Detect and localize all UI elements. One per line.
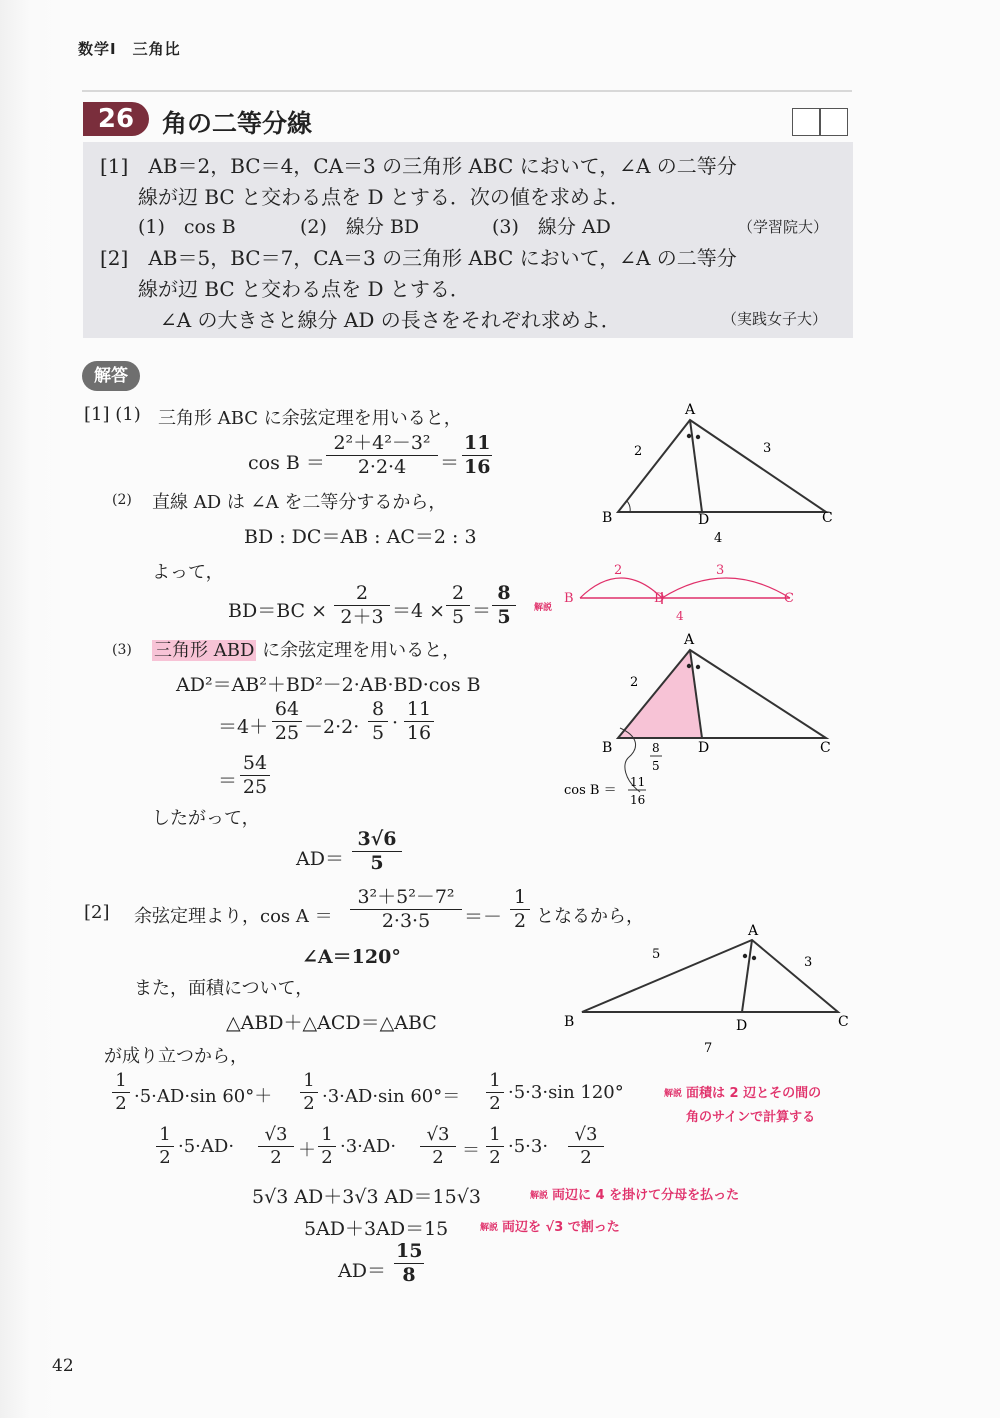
eq2-half-3 xyxy=(486,1126,504,1167)
check-box-1[interactable] xyxy=(792,108,820,136)
figure-segment xyxy=(558,556,808,626)
tri3-label-b: B xyxy=(564,1014,575,1030)
sol2-fraction2-den: 5 xyxy=(451,606,465,628)
sol3-l2-frac2 xyxy=(368,700,388,743)
eq2-a: ·5·AD· xyxy=(178,1136,235,1157)
sol1-result-den: 16 xyxy=(464,456,491,478)
sol2-label: (2) xyxy=(112,492,132,508)
sol3-l2-a: ＝4＋ xyxy=(218,716,269,738)
tri1-side-ac: 3 xyxy=(763,441,772,456)
eq2-sqrt3-1-den: 2 xyxy=(270,1147,282,1168)
sol-p2-result-den: 2 xyxy=(513,910,527,932)
sol3-l2-frac2-num: 8 xyxy=(368,700,388,722)
sol3-highlight: 三角形 ABD xyxy=(154,640,255,661)
eq1-half-1-den: 2 xyxy=(115,1093,127,1114)
eq5-num: 15 xyxy=(396,1240,423,1262)
sol3-l2-frac1-num: 64 xyxy=(272,700,302,722)
eq2-half-1-den: 2 xyxy=(159,1147,171,1168)
note-icon-1: 解説 xyxy=(534,603,553,613)
eq2-half-1 xyxy=(156,1126,174,1167)
tri1-label-a: A xyxy=(685,402,696,418)
eq2-sqrt3-3 xyxy=(568,1126,604,1167)
tri2-side-ab: 2 xyxy=(630,675,639,690)
sol2-result-den: 5 xyxy=(497,606,511,628)
answer-badge: 解答 xyxy=(82,361,140,391)
problem2-line2: 線が辺 BC と交わる点を D とする． xyxy=(138,277,470,301)
note-icon-4: 解説 xyxy=(480,1223,499,1233)
sol3-l2-b: －2·2· xyxy=(304,716,360,738)
sol1-text: 三角形 ABC に余弦定理を用いると， xyxy=(158,408,462,429)
tri3-outline xyxy=(582,940,838,1012)
problem-title: 角の二等分線 xyxy=(162,109,313,138)
eq2-sqrt3-1 xyxy=(258,1126,294,1167)
problem2-line1: [2] AB＝5，BC＝7，CA＝3 の三角形 ABC において，∠A の二等分 xyxy=(100,246,737,270)
problem1-line1: [1] AB＝2，BC＝4，CA＝3 の三角形 ABC において，∠A の二等分 xyxy=(100,154,737,178)
sol3-ad-result xyxy=(352,830,402,873)
sol3-l2-frac3-num: 11 xyxy=(404,700,434,722)
eq2-half-2-num: 1 xyxy=(318,1126,336,1147)
sol-p2-area-intro: また，面積について， xyxy=(134,978,314,999)
eq1-half-2-den: 2 xyxy=(303,1093,315,1114)
problem1-line2: 線が辺 BC と交わる点を D とする．次の値を求めよ． xyxy=(138,185,630,209)
seg-arc-bd xyxy=(580,578,662,598)
eq2-half-2 xyxy=(318,1126,336,1167)
eq2-sqrt3-1-num: √3 xyxy=(258,1126,294,1147)
sol2-ratio: BD : DC＝AB : AC＝2 : 3 xyxy=(244,526,477,548)
eq1-a: ·5·AD·sin 60°＋ xyxy=(134,1086,273,1107)
eq2-half-1-num: 1 xyxy=(156,1126,174,1147)
sol-p2-den: 2·3·5 xyxy=(381,910,431,932)
tri1-angle-dot-2 xyxy=(696,435,700,439)
seg-label-c: C xyxy=(784,591,794,606)
sol-p2-equals: ＝－ xyxy=(464,906,503,928)
tri3-label-a: A xyxy=(748,923,759,939)
eq2-half-3-num: 1 xyxy=(486,1126,504,1147)
eq1-half-2 xyxy=(300,1072,318,1113)
tri2-shade-abd xyxy=(618,650,702,738)
sol2-result-num: 8 xyxy=(492,584,516,606)
sol2-fraction1-num: 2 xyxy=(334,584,390,606)
sol-p2-area-eq: △ABD＋△ACD＝△ABC xyxy=(226,1012,437,1034)
tri3-bisector xyxy=(742,940,752,1012)
eq5-den: 8 xyxy=(402,1264,416,1286)
sol1-lhs: cos B ＝ xyxy=(248,452,325,474)
sol2-thus: よって， xyxy=(152,562,224,583)
eq1-half-3 xyxy=(486,1072,504,1113)
tri3-side-ac: 3 xyxy=(804,955,813,970)
sol1-numerator: 2²＋4²－3² xyxy=(326,434,438,456)
sol3-l3-frac xyxy=(240,754,270,797)
sol-p2-num: 3²＋5²－7² xyxy=(350,888,462,910)
page-number: 42 xyxy=(52,1356,74,1376)
sol-p2-tail: となるから， xyxy=(536,906,644,927)
tri1-bisector xyxy=(690,420,702,512)
problem1-question1: (1) cos B xyxy=(138,216,236,238)
eq1-half-1 xyxy=(112,1072,130,1113)
seg-label-b: B xyxy=(564,591,574,606)
note-div-sqrt3: 両辺を √3 で割った xyxy=(502,1220,620,1235)
tri3-label-c: C xyxy=(838,1014,849,1030)
tri2-angle-dot-1 xyxy=(687,664,691,668)
tri2-bd-den: 5 xyxy=(652,759,660,773)
sol1-result-num: 11 xyxy=(464,432,491,454)
sol3-label: (3) xyxy=(112,642,132,658)
sol2-fraction2 xyxy=(446,584,470,627)
tri1-angle-b-arc xyxy=(627,501,630,512)
eq3: 5√3 AD＋3√3 AD＝15√3 xyxy=(252,1186,481,1208)
sol3-ad-lhs: AD＝ xyxy=(296,848,344,870)
sol3-l2-c: · xyxy=(392,712,399,734)
problem1-source: （学習院大） xyxy=(738,218,829,236)
sol-p2-result-num: 1 xyxy=(510,888,530,910)
tri1-side-bc: 4 xyxy=(714,531,723,546)
sol2-equals: ＝ xyxy=(472,600,492,622)
sol2-mid: ＝4 × xyxy=(392,600,446,622)
sol1-denominator: 2·2·4 xyxy=(357,456,407,478)
tri2-bd-num: 8 xyxy=(652,741,660,755)
tri3-side-ab: 5 xyxy=(652,947,661,962)
note-area-2: 角のサインで計算する xyxy=(686,1110,816,1125)
eq2-e: ·5·3· xyxy=(508,1136,549,1157)
eq2-d: ＝ xyxy=(462,1140,480,1161)
tri1-label-b: B xyxy=(602,510,613,526)
tri3-side-bc: 7 xyxy=(704,1041,713,1056)
eq2-sqrt3-2 xyxy=(420,1126,456,1167)
eq2-sqrt3-2-den: 2 xyxy=(432,1147,444,1168)
problem-number-badge: 26 xyxy=(83,102,149,136)
tri1-outline xyxy=(618,420,826,512)
figure-triangle-3 xyxy=(556,922,856,1062)
problem1-question3: (3) 線分 AD xyxy=(492,216,611,238)
seg-arc-dc xyxy=(662,578,790,598)
sol3-ad-num: 3√6 xyxy=(352,830,402,852)
eq1-half-1-num: 1 xyxy=(112,1072,130,1093)
note-mult4: 両辺に 4 を掛けて分母を払った xyxy=(552,1188,740,1203)
eq2-sqrt3-2-num: √3 xyxy=(420,1126,456,1147)
sol-p2-holds: が成り立つから， xyxy=(104,1046,248,1067)
eq5-result xyxy=(394,1242,424,1285)
tri2-label-c: C xyxy=(820,740,831,756)
note-icon-2: 解説 xyxy=(664,1089,683,1099)
sol3-l3-a: ＝ xyxy=(218,770,238,792)
problem1-question2: (2) 線分 BD xyxy=(300,216,420,238)
sol-p2-fraction xyxy=(350,888,462,931)
sol3-l3-den: 25 xyxy=(242,776,268,798)
eq2-half-3-den: 2 xyxy=(489,1147,501,1168)
note-area-1: 面積は 2 辺とその間の xyxy=(686,1086,822,1101)
eq1-half-3-num: 1 xyxy=(486,1072,504,1093)
sol1-fraction xyxy=(326,434,438,477)
eq2-b: ＋ xyxy=(298,1140,316,1161)
sol1-result xyxy=(462,434,492,477)
eq1-half-3-den: 2 xyxy=(489,1093,501,1114)
eq1-half-2-num: 1 xyxy=(300,1072,318,1093)
sol3-l2-frac3-den: 16 xyxy=(406,722,432,744)
sol-p2-text: 余弦定理より，cos A ＝ xyxy=(134,906,333,927)
sol2-fraction1 xyxy=(334,584,390,627)
seg-label-d: D xyxy=(654,591,665,606)
tri3-angle-dot-2 xyxy=(752,956,756,960)
problem2-source: （実践女子大） xyxy=(722,310,828,328)
header-divider xyxy=(82,90,852,92)
tri3-label-d: D xyxy=(736,1018,748,1034)
tri2-cos-den: 16 xyxy=(630,793,646,807)
tri3-angle-dot-1 xyxy=(743,954,747,958)
sol-p2-angle: ∠A＝120° xyxy=(302,946,401,968)
sol2-lhs: BD＝BC × xyxy=(228,600,328,622)
tri1-angle-dot-1 xyxy=(687,434,691,438)
sol3-l2-frac2-den: 5 xyxy=(371,722,385,744)
tri1-label-d: D xyxy=(698,512,710,528)
sol3-l3-num: 54 xyxy=(240,754,270,776)
figure-triangle-1 xyxy=(590,400,850,550)
sol3-l2-frac3 xyxy=(404,700,434,743)
eq1-c: ·5·3·sin 120° xyxy=(508,1082,624,1103)
eq2-half-2-den: 2 xyxy=(321,1147,333,1168)
sol2-result xyxy=(492,584,516,627)
sol2-text: 直線 AD は ∠A を二等分するから， xyxy=(152,492,447,513)
tri2-label-a: A xyxy=(684,632,695,648)
sol3-l2-frac1 xyxy=(272,700,302,743)
seg-label-dc: 3 xyxy=(716,563,725,578)
figure-triangle-2 xyxy=(556,630,846,810)
sol3-law: AD²＝AB²＋BD²－2·AB·BD·cos B xyxy=(176,674,481,696)
tri2-cos-num: 11 xyxy=(630,775,646,789)
sol3-line xyxy=(152,636,460,662)
tri1-label-c: C xyxy=(822,510,833,526)
sol1-equals: ＝ xyxy=(440,452,460,474)
seg-label-bd: 2 xyxy=(614,563,623,578)
note-icon-3: 解説 xyxy=(530,1191,549,1201)
eq5-lhs: AD＝ xyxy=(338,1260,386,1282)
sol3-ad-den: 5 xyxy=(370,852,384,874)
sol3-text: に余弦定理を用いると， xyxy=(262,640,461,661)
eq2-sqrt3-3-den: 2 xyxy=(580,1147,592,1168)
eq2-sqrt3-3-num: √3 xyxy=(568,1126,604,1147)
tri2-cos-label: cos B ＝ xyxy=(564,783,617,798)
sol-p2-result xyxy=(510,888,530,931)
sol3-therefore: したがって， xyxy=(152,808,260,829)
sol2-fraction1-den: 2＋3 xyxy=(340,606,384,628)
eq1-b: ·3·AD·sin 60°＝ xyxy=(322,1086,461,1107)
section-header: 数学Ⅰ 三角比 xyxy=(78,40,181,58)
tri2-label-d: D xyxy=(698,740,710,756)
seg-label-bc: 4 xyxy=(676,609,684,623)
tri2-angle-dot-2 xyxy=(696,665,700,669)
check-box-2[interactable] xyxy=(820,108,848,136)
tri1-side-ab: 2 xyxy=(634,444,643,459)
eq4: 5AD＋3AD＝15 xyxy=(304,1218,449,1240)
sol3-l2-frac1-den: 25 xyxy=(274,722,300,744)
tri2-label-b: B xyxy=(602,740,613,756)
sol1-label: [1] (1) xyxy=(84,404,141,425)
problem2-line3: ∠A の大きさと線分 AD の長さをそれぞれ求めよ． xyxy=(160,308,621,332)
sol-p2-label: [2] xyxy=(84,902,110,923)
sol2-fraction2-num: 2 xyxy=(446,584,470,606)
eq2-c: ·3·AD· xyxy=(340,1136,397,1157)
